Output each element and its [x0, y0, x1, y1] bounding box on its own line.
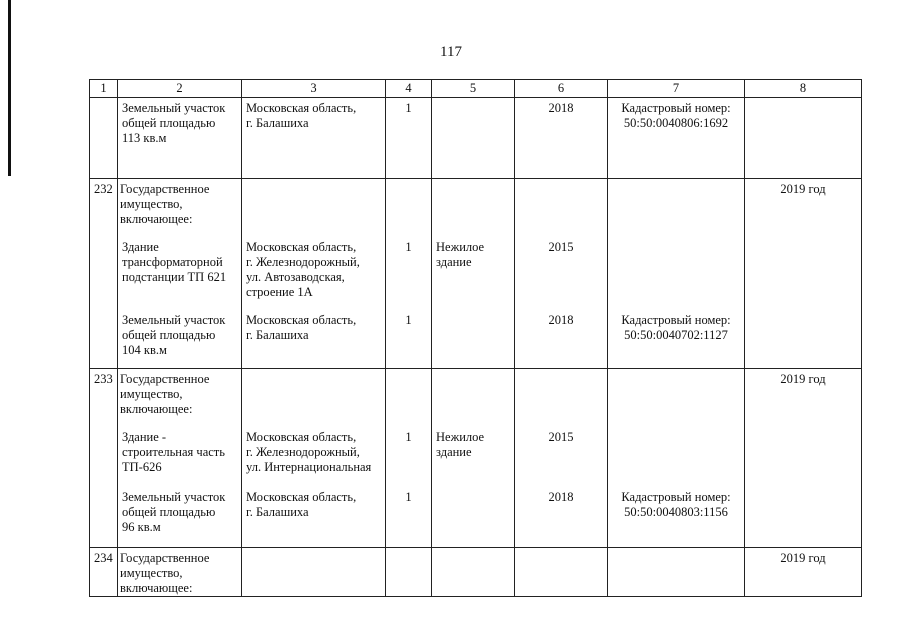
table-row — [90, 98, 862, 179]
text-line: Земельный участок — [122, 490, 226, 504]
text-line: 104 кв.м — [122, 343, 167, 357]
column-header: 5 — [432, 80, 515, 98]
item-quantity: 1 — [405, 101, 412, 115]
object-year — [515, 548, 608, 597]
column-header: 1 — [90, 80, 118, 98]
text-line: здание — [436, 255, 472, 269]
object-address — [242, 98, 386, 179]
object-year — [515, 98, 608, 179]
item-note — [612, 490, 740, 520]
column-header: 4 — [386, 80, 432, 98]
item-quantity: 1 — [405, 313, 412, 327]
object-type — [432, 98, 515, 179]
item-name — [122, 313, 237, 358]
property-table — [89, 79, 862, 597]
item-year: 2018 — [548, 313, 574, 327]
item-name — [122, 490, 237, 535]
object-name — [118, 548, 242, 597]
text-line: 96 кв.м — [122, 520, 161, 534]
item-address — [246, 430, 381, 475]
text-line: Нежилое — [436, 430, 485, 444]
object-note — [608, 98, 745, 179]
text-line: г. Балашиха — [246, 328, 309, 342]
column-number-row — [90, 80, 862, 98]
object-quantity — [386, 179, 432, 369]
object-address — [242, 179, 386, 369]
transfer-period — [745, 179, 862, 369]
object-note — [608, 369, 745, 548]
text-line: общей площадью — [122, 328, 216, 342]
text-line: включающее: — [120, 581, 193, 595]
text-line: г. Железнодорожный, — [246, 255, 360, 269]
item-address — [246, 240, 381, 300]
object-name — [118, 98, 242, 179]
group-header — [120, 551, 239, 596]
item-type — [436, 240, 510, 270]
text-line: включающее: — [120, 402, 193, 416]
table-row — [90, 548, 862, 597]
text-line: ТП-626 — [122, 460, 162, 474]
text-line: общей площадью — [122, 116, 216, 130]
scan-margin-line — [8, 0, 11, 176]
item-year: 2015 — [548, 430, 574, 444]
item-year: 2018 — [548, 490, 574, 504]
item-type — [436, 430, 510, 460]
item-quantity: 1 — [405, 490, 412, 504]
column-header: 6 — [515, 80, 608, 98]
item-address — [246, 313, 381, 343]
text-line: Государственное — [120, 551, 210, 565]
row-number — [90, 98, 118, 179]
text-line: имущество, — [120, 197, 183, 211]
text-line: Государственное — [120, 372, 210, 386]
text-line: Московская область, — [246, 240, 357, 254]
text-line: строение 1А — [246, 285, 313, 299]
object-type — [432, 369, 515, 548]
column-header: 2 — [118, 80, 242, 98]
text-line: Московская область, — [246, 101, 357, 115]
text-line: строительная часть — [122, 445, 225, 459]
object-quantity — [386, 98, 432, 179]
table-row — [90, 179, 862, 369]
period-text: 2019 год — [780, 182, 826, 196]
item-quantity: 1 — [405, 430, 412, 444]
text-line: г. Балашиха — [246, 116, 309, 130]
text-line: имущество, — [120, 387, 183, 401]
item-name — [122, 430, 237, 475]
column-header: 3 — [242, 80, 386, 98]
object-year — [515, 369, 608, 548]
text-line: Московская область, — [246, 430, 357, 444]
text-line: г. Железнодорожный, — [246, 445, 360, 459]
transfer-period — [745, 369, 862, 548]
item-note — [612, 101, 740, 131]
text-line: включающее: — [120, 212, 193, 226]
object-note — [608, 548, 745, 597]
text-line: Кадастровый номер: — [621, 313, 731, 327]
text-line: ул. Автозаводская, — [246, 270, 345, 284]
page-number: 117 — [440, 44, 462, 60]
text-line: 113 кв.м — [122, 131, 167, 145]
transfer-period — [745, 98, 862, 179]
object-quantity — [386, 369, 432, 548]
text-line: 50:50:0040803:1156 — [624, 505, 728, 519]
group-header — [120, 182, 239, 227]
transfer-period — [745, 548, 862, 597]
row-number — [90, 369, 118, 548]
object-year — [515, 179, 608, 369]
row-number-text: 233 — [94, 372, 113, 386]
row-number-text: 232 — [94, 182, 113, 196]
row-number-text: 234 — [94, 551, 113, 565]
object-quantity — [386, 548, 432, 597]
row-number — [90, 179, 118, 369]
object-address — [242, 369, 386, 548]
period-text: 2019 год — [780, 372, 826, 386]
text-line: Московская область, — [246, 490, 357, 504]
item-name — [122, 240, 237, 285]
text-line: Кадастровый номер: — [621, 101, 731, 115]
column-header: 8 — [745, 80, 862, 98]
item-address — [246, 490, 381, 520]
item-note — [612, 313, 740, 343]
item-quantity: 1 — [405, 240, 412, 254]
item-year: 2018 — [548, 101, 574, 115]
text-line: Земельный участок — [122, 313, 226, 327]
group-header — [120, 372, 239, 417]
object-name — [118, 369, 242, 548]
text-line: Земельный участок — [122, 101, 226, 115]
text-line: трансформаторной — [122, 255, 223, 269]
text-line: Здание — [122, 240, 159, 254]
text-line: 50:50:0040806:1692 — [623, 116, 729, 130]
text-line: Здание - — [122, 430, 167, 444]
text-line: Кадастровый номер: — [621, 490, 731, 504]
object-address — [242, 548, 386, 597]
column-header: 7 — [608, 80, 745, 98]
item-address — [246, 101, 381, 131]
object-note — [608, 179, 745, 369]
text-line: общей площадью — [122, 505, 216, 519]
row-number — [90, 548, 118, 597]
period-text: 2019 год — [780, 551, 826, 565]
text-line: ул. Интернациональная — [246, 460, 372, 474]
text-line: имущество, — [120, 566, 183, 580]
object-type — [432, 179, 515, 369]
text-line: здание — [436, 445, 472, 459]
item-year: 2015 — [548, 240, 574, 254]
item-name — [122, 101, 237, 146]
object-type — [432, 548, 515, 597]
text-line: 50:50:0040702:1127 — [624, 328, 728, 342]
text-line: Московская область, — [246, 313, 357, 327]
text-line: Государственное — [120, 182, 210, 196]
text-line: Нежилое — [436, 240, 485, 254]
text-line: г. Балашиха — [246, 505, 309, 519]
text-line: подстанции ТП 621 — [122, 270, 227, 284]
object-name — [118, 179, 242, 369]
table-row — [90, 369, 862, 548]
